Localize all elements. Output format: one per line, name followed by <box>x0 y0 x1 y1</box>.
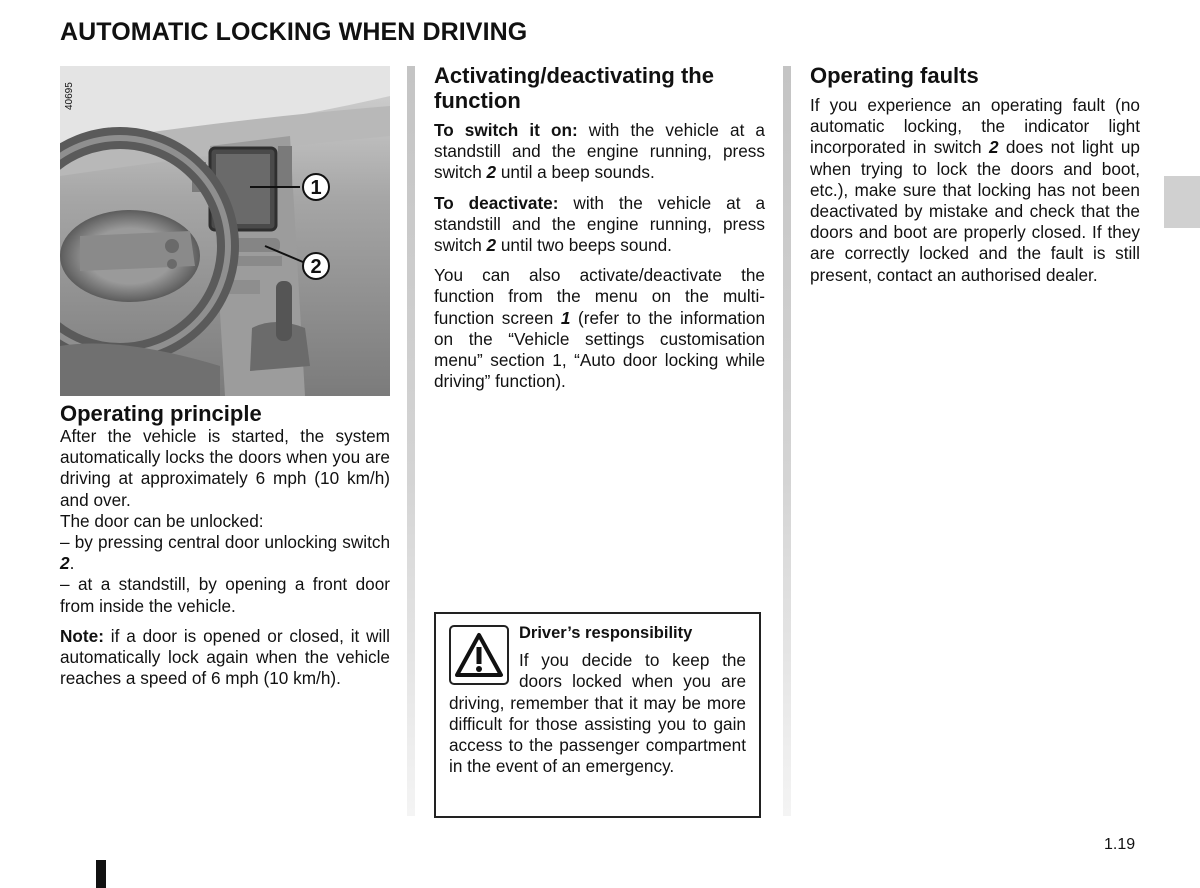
figure-number: 40695 <box>64 82 75 110</box>
deactivate-paragraph: To deactivate: with the vehicle at a standstill and the engine running, press switch 2 until two beeps sound. <box>434 192 766 256</box>
page-number: 1.19 <box>1104 836 1136 853</box>
page-title: AUTOMATIC LOCKING WHEN DRIVING <box>60 18 528 46</box>
heading-activating: Activating/deactivating the function <box>434 63 714 113</box>
callout-2: 2 <box>310 256 322 278</box>
unlock-item-2: – at a standstill, by opening a front door from inside the vehicle. <box>60 574 390 616</box>
warning-title: Driver’s responsibility <box>519 624 693 642</box>
dashboard-illustration <box>60 66 390 396</box>
column-activate <box>434 63 765 401</box>
column-operating-faults <box>810 63 1140 295</box>
heading-operating-principle: Operating principle <box>60 401 262 426</box>
callout-1: 1 <box>310 177 322 199</box>
column-operating-principle <box>60 401 390 698</box>
column-divider-2 <box>783 66 791 816</box>
chapter-tab <box>1164 176 1200 228</box>
driver-responsibility-box <box>434 612 761 818</box>
dashboard-photo <box>60 66 390 396</box>
unlock-item-1: – by pressing central door unlocking switch 2. <box>60 532 390 574</box>
corner-mark <box>96 860 106 888</box>
unlock-intro: The door can be unlocked: <box>60 510 264 531</box>
warning-triangle-icon <box>449 625 509 685</box>
column-divider-1 <box>407 66 415 816</box>
switch-on-paragraph: To switch it on: with the vehicle at a standstill and the engine running, press switch 2 until a beep sounds. <box>434 120 765 183</box>
faults-paragraph: If you experience an operating fault (no automatic locking, the indicator light incorporated in switch 2 does not light up when trying to lock the doors and boot, etc.), make sure that locking has not been deactivated by mistake and check that the doors and boot are properly closed. If they are correctly locked and the fault is still present, contact an authorised dealer. <box>810 95 1140 285</box>
heading-operating-faults: Operating faults <box>810 63 979 88</box>
menu-paragraph: You can also activate/deactivate the function from the menu on the multi-function screen 1 (refer to the information on the “Vehicle settings customisation menu” section 1, “Auto door locking while driving” function). <box>434 265 765 392</box>
note-paragraph: Note: if a door is opened or closed, it will automatically lock again when the vehicle reaches a speed of 6 mph (10 km/h). <box>60 625 390 689</box>
principle-text: After the vehicle is started, the system automatically locks the doors when you are driving at approximately 6 mph (10 km/h) and over. <box>60 426 390 510</box>
warning-text: If you decide to keep the doors locked when you are driving, remember that it may be more difficult for those assisting you to gain access to the passenger compartment in the event of an emergency. <box>449 650 746 777</box>
